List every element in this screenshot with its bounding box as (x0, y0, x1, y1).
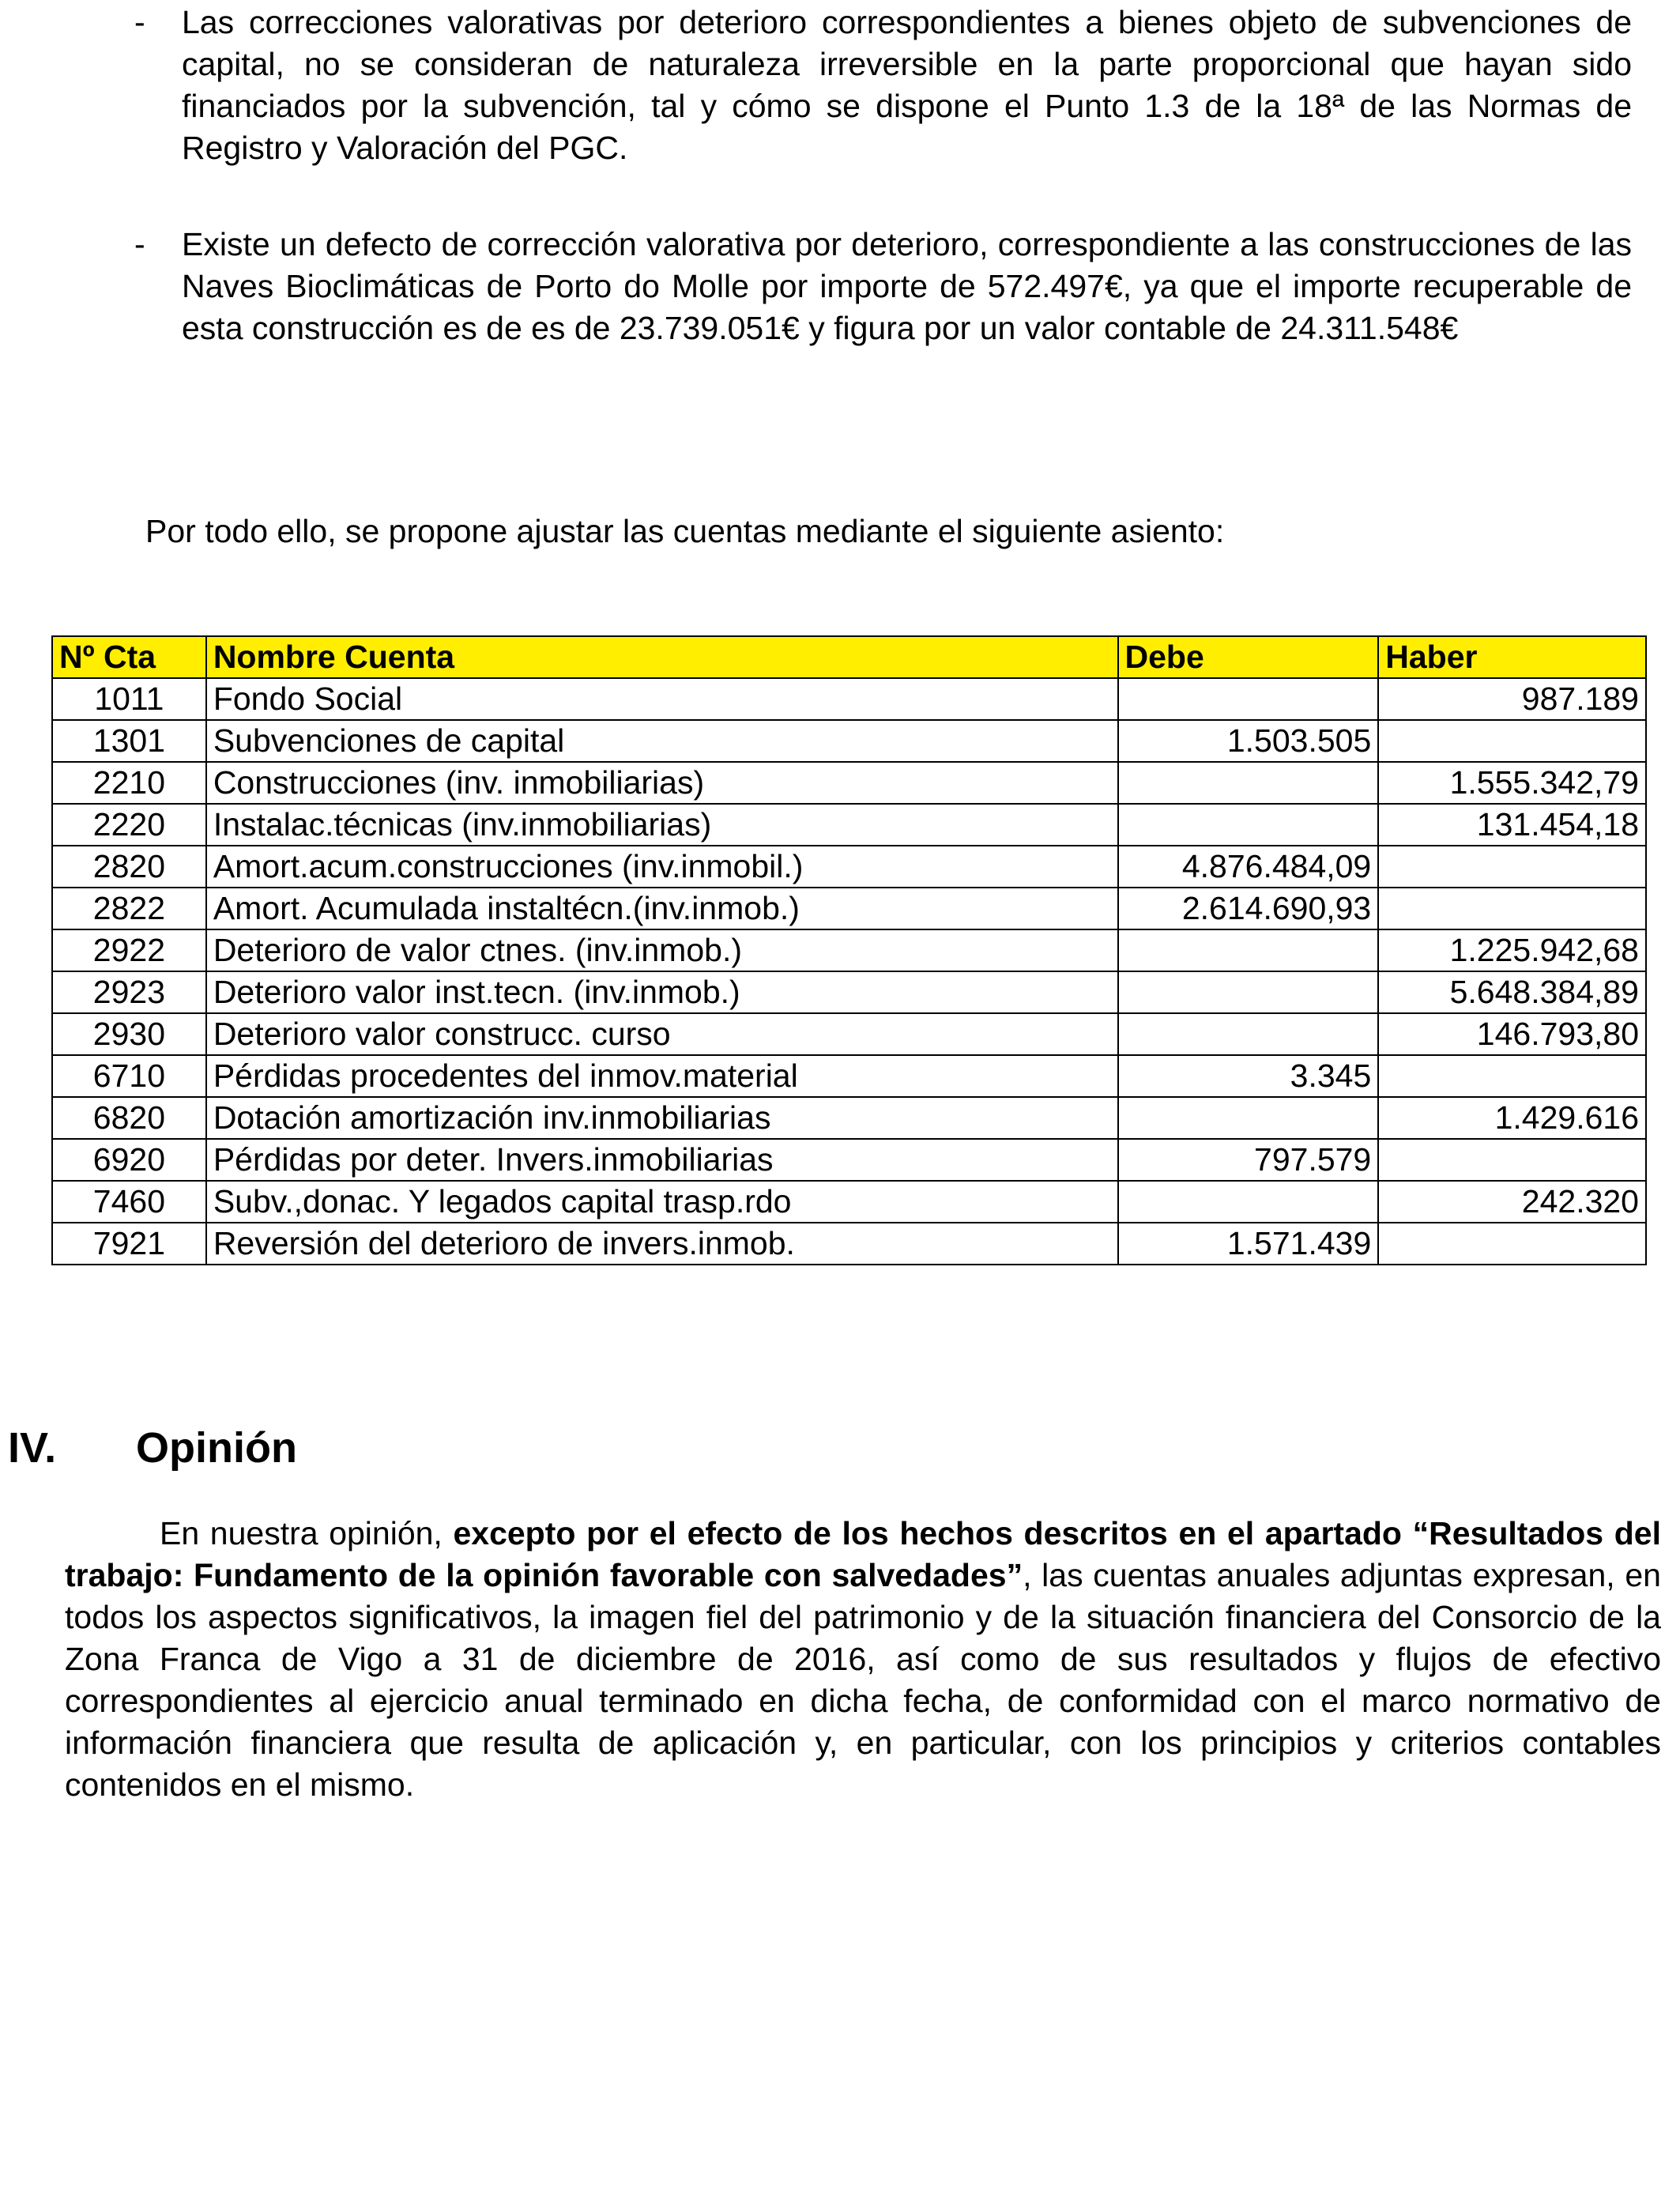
cell-nombre: Deterioro valor construcc. curso (206, 1013, 1118, 1055)
cell-haber (1378, 1139, 1646, 1181)
cell-nombre: Fondo Social (206, 678, 1118, 720)
cell-debe (1118, 929, 1379, 971)
cell-nombre: Reversión del deterioro de invers.inmob. (206, 1223, 1118, 1265)
table-row (52, 1055, 1646, 1097)
cell-debe (1118, 971, 1379, 1013)
cell-nombre: Dotación amortización inv.inmobiliarias (206, 1097, 1118, 1139)
table-row (52, 762, 1646, 804)
cell-debe: 3.345 (1118, 1055, 1379, 1097)
table-row (52, 1181, 1646, 1223)
cell-debe (1118, 1181, 1379, 1223)
cell-nombre: Subv.,donac. Y legados capital trasp.rdo (206, 1181, 1118, 1223)
cell-haber (1378, 846, 1646, 888)
bullet-text: Las correcciones valorativas por deterioro correspondientes a bienes objeto de subvenciones de capital, no se consideran de naturaleza irreversible en la parte proporcional que hayan sido financiados por la subvención, tal y cómo se dispone el Punto 1.3 de la 18ª de las Normas de Registro y Valoración del PGC. (182, 4, 1632, 166)
cell-debe (1118, 1013, 1379, 1055)
bullet-item (134, 224, 1632, 349)
cell-haber: 131.454,18 (1378, 804, 1646, 846)
cell-haber (1378, 888, 1646, 929)
opinion-lead: En nuestra opinión, (160, 1515, 454, 1551)
header-nombre: Nombre Cuenta (206, 636, 1118, 678)
header-debe: Debe (1118, 636, 1379, 678)
table-row (52, 1013, 1646, 1055)
opinion-rest: , las cuentas anuales adjuntas expresan, en todos los aspectos significativos, la imagen fiel del patrimonio y de la situación financiera del Consorcio de la Zona Franca de Vigo a 31 de diciembre de 2016, así como de sus resultados y flujos de efectivo correspondientes al ejercicio anual terminado en dicha fecha, de conformidad con el marco normativo de información financiera que resulta de aplicación y, en particular, con los principios y criterios contables contenidos en el mismo. (65, 1557, 1661, 1803)
cell-cta: 2923 (52, 971, 206, 1013)
cell-cta: 1011 (52, 678, 206, 720)
cell-nombre: Pérdidas por deter. Invers.inmobiliarias (206, 1139, 1118, 1181)
cell-nombre: Pérdidas procedentes del inmov.material (206, 1055, 1118, 1097)
section-title: Opinión (136, 1424, 297, 1472)
bullet-dash: - (134, 226, 145, 262)
opinion-bold: excepto por el efecto de los hechos descritos en el apartado “Resultados del trabajo: Fundamento de la opinión favorable con salvedades” (65, 1515, 1661, 1593)
cell-debe (1118, 1097, 1379, 1139)
cell-haber (1378, 720, 1646, 762)
cell-debe (1118, 804, 1379, 846)
cell-cta: 2210 (52, 762, 206, 804)
cell-cta: 6820 (52, 1097, 206, 1139)
cell-haber: 146.793,80 (1378, 1013, 1646, 1055)
table-row (52, 1139, 1646, 1181)
cell-nombre: Construcciones (inv. inmobiliarias) (206, 762, 1118, 804)
cell-nombre: Deterioro valor inst.tecn. (inv.inmob.) (206, 971, 1118, 1013)
cell-debe: 1.503.505 (1118, 720, 1379, 762)
cell-nombre: Amort.acum.construcciones (inv.inmobil.) (206, 846, 1118, 888)
table-row (52, 971, 1646, 1013)
cell-haber (1378, 1223, 1646, 1265)
intro-paragraph: Por todo ello, se propone ajustar las cuentas mediante el siguiente asiento: (145, 513, 1225, 549)
cell-cta: 2822 (52, 888, 206, 929)
cell-debe: 4.876.484,09 (1118, 846, 1379, 888)
opinion-paragraph (65, 1513, 1661, 1806)
bullet-dash: - (134, 4, 145, 40)
table-row (52, 1223, 1646, 1265)
section-number: IV. (8, 1424, 57, 1472)
header-cta: Nº Cta (52, 636, 206, 678)
cell-debe (1118, 678, 1379, 720)
bullet-item (134, 2, 1632, 169)
table-row (52, 929, 1646, 971)
table-row (52, 804, 1646, 846)
table-row (52, 888, 1646, 929)
cell-cta: 2922 (52, 929, 206, 971)
cell-nombre: Amort. Acumulada instaltécn.(inv.inmob.) (206, 888, 1118, 929)
table-header-row (52, 636, 1646, 678)
table-row (52, 1097, 1646, 1139)
table-row (52, 846, 1646, 888)
journal-entry-table (51, 635, 1647, 1265)
cell-debe (1118, 762, 1379, 804)
cell-cta: 1301 (52, 720, 206, 762)
cell-haber: 1.225.942,68 (1378, 929, 1646, 971)
table-row (52, 678, 1646, 720)
cell-debe: 1.571.439 (1118, 1223, 1379, 1265)
table-row (52, 720, 1646, 762)
cell-nombre: Deterioro de valor ctnes. (inv.inmob.) (206, 929, 1118, 971)
cell-haber (1378, 1055, 1646, 1097)
cell-cta: 2930 (52, 1013, 206, 1055)
cell-cta: 2220 (52, 804, 206, 846)
cell-debe: 797.579 (1118, 1139, 1379, 1181)
header-haber: Haber (1378, 636, 1646, 678)
cell-cta: 7460 (52, 1181, 206, 1223)
cell-debe: 2.614.690,93 (1118, 888, 1379, 929)
cell-haber: 1.429.616 (1378, 1097, 1646, 1139)
cell-haber: 1.555.342,79 (1378, 762, 1646, 804)
cell-cta: 6920 (52, 1139, 206, 1181)
cell-nombre: Subvenciones de capital (206, 720, 1118, 762)
cell-haber: 5.648.384,89 (1378, 971, 1646, 1013)
cell-cta: 6710 (52, 1055, 206, 1097)
cell-cta: 7921 (52, 1223, 206, 1265)
cell-nombre: Instalac.técnicas (inv.inmobiliarias) (206, 804, 1118, 846)
bullet-text: Existe un defecto de corrección valorativa por deterioro, correspondiente a las construcciones de las Naves Bioclimáticas de Porto do Molle por importe de 572.497€, ya que el importe recuperable de esta construcción es de es de 23.739.051€ y figura por un valor contable de 24.311.548€ (182, 226, 1632, 346)
cell-haber: 242.320 (1378, 1181, 1646, 1223)
cell-cta: 2820 (52, 846, 206, 888)
cell-haber: 987.189 (1378, 678, 1646, 720)
